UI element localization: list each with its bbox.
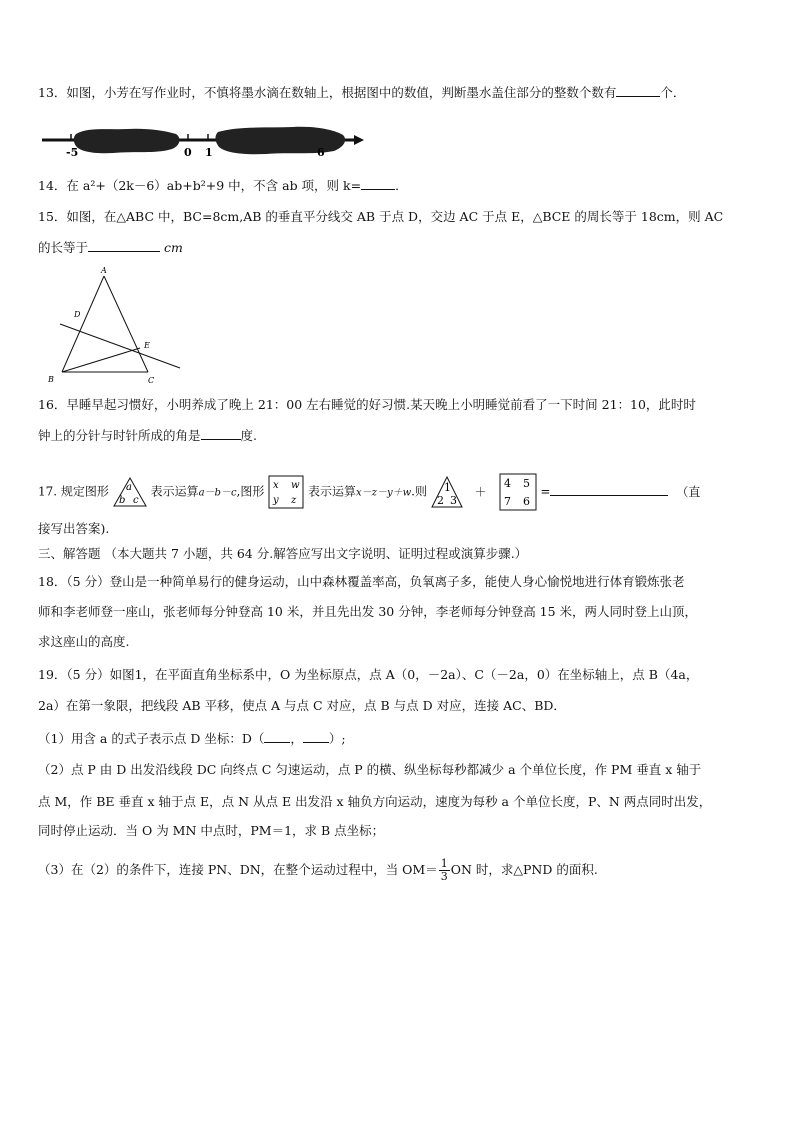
answer-blank xyxy=(616,84,660,97)
answer-blank xyxy=(303,730,329,743)
triangle-symbol xyxy=(113,477,147,507)
svg-text:w: w xyxy=(291,480,300,491)
svg-text:a: a xyxy=(125,482,132,493)
answer-blank xyxy=(361,177,395,190)
answer-blank xyxy=(201,427,241,440)
square-numbers xyxy=(499,473,537,511)
svg-text:B: B xyxy=(48,375,54,384)
question-19-part2-line3: 同时停止运动．当 O 为 MN 中点时，PM＝1，求 B 点坐标； xyxy=(38,823,385,838)
svg-text:5: 5 xyxy=(522,477,530,490)
svg-text:3: 3 xyxy=(449,494,457,507)
svg-text:z: z xyxy=(291,495,297,506)
question-17-text: 17. 规定图形 a b c 表示运算a－b－c,图形 x w y z 表示运算x－z－y＋w.则 1 2 3 ＋ 4 5 7 6 = （直 xyxy=(38,473,700,511)
question-13-text: 13．如图，小芳在写作业时，不慎将墨水滴在数轴上，根据图中的数值，判断墨水盖住部分的整数个数有 个． xyxy=(38,85,686,100)
svg-text:y: y xyxy=(273,495,279,506)
question-19-part2-line1: （2）点 P 由 D 出发沿线段 DC 向终点 C 匀速运动，点 P 的横、纵坐标每秒都减少 a 个单位长度，作 PM 垂直 x 轴于 xyxy=(38,762,702,777)
square-symbol xyxy=(268,475,304,509)
question-19-part3: （3）在（2）的条件下，连接 PN、DN，在整个运动过程中，当 OM＝ $\frac{1}{3}$ ON 时，求△PND 的面积. xyxy=(38,857,598,883)
svg-text:D: D xyxy=(74,310,81,319)
question-15-line1: 15．如图，在△ABC 中，BC=8cm,AB 的垂直平分线交 AB 于点 D，交边 AC 于点 E，△BCE 的周长等于 18cm，则 AC xyxy=(38,209,724,224)
question-19-part2-line2: 点 M，作 BE 垂直 x 轴于点 E，点 N 从点 E 出发沿 x 轴负方向运动，速度为每秒 a 个单位长度，P、N 两点同时出发， xyxy=(38,794,712,809)
svg-text:x: x xyxy=(273,480,279,491)
question-19-line2: 2a）在第一象限，把线段 AB 平移，使点 A 与点 C 对应，点 B 与点 D 对应，连接 AC、BD． xyxy=(38,698,566,713)
tick-label: 1 xyxy=(205,146,213,159)
answer-blank xyxy=(550,483,668,496)
fraction: $\frac{1}{3}$ xyxy=(440,857,448,883)
question-18-line3: 求这座山的高度. xyxy=(38,634,130,649)
question-18-line1: 18．（5 分）登山是一种简单易行的健身运动，山中森林覆盖率高，负氧离子多，能使人身心愉悦地进行体育锻炼张老 xyxy=(38,574,685,589)
svg-text:b: b xyxy=(118,495,126,506)
svg-text:7: 7 xyxy=(503,495,511,508)
svg-text:1: 1 xyxy=(443,481,451,494)
axis-arrow-icon xyxy=(354,135,364,145)
question-16-line2: 钟上的分针与时针所成的角是 度. xyxy=(38,428,257,443)
triangle-numbers xyxy=(431,476,463,508)
svg-text:E: E xyxy=(144,341,150,350)
svg-text:c: c xyxy=(132,495,139,506)
tick-label: 6 xyxy=(317,146,325,159)
ink-blot-right xyxy=(215,127,345,154)
question-19-part1: （1）用含 a 的式子表示点 D 坐标：D（ ， ）; xyxy=(38,731,346,746)
question-15-line2: 的长等于 cm xyxy=(38,240,183,255)
svg-text:6: 6 xyxy=(522,495,530,508)
svg-text:A: A xyxy=(101,266,107,275)
triangle-figure xyxy=(40,264,190,390)
question-16-line1: 16．早睡早起习惯好，小明养成了晚上 21：00 左右睡觉的好习惯.某天晚上小明睡觉前看了一下时间 21：10，此时时 xyxy=(38,397,696,412)
number-line-figure xyxy=(38,124,368,160)
answer-blank xyxy=(88,239,160,252)
question-14-text: 14．在 a²+（2k－6）ab+b²+9 中，不含 ab 项，则 k= ． xyxy=(38,178,408,193)
tick-label: 0 xyxy=(184,146,192,159)
question-17-line2: 接写出答案). xyxy=(38,521,110,536)
answer-blank xyxy=(264,730,290,743)
ink-blot-left xyxy=(74,129,180,154)
question-19-line1: 19．（5 分）如图1，在平面直角坐标系中，O 为坐标原点，点 A（0，－2a）、C（－2a，0）在坐标轴上，点 B（4a， xyxy=(38,667,699,682)
svg-text:2: 2 xyxy=(436,494,444,507)
svg-text:4: 4 xyxy=(503,477,511,490)
question-18-line2: 师和李老师登一座山，张老师每分钟登高 10 米，并且先出发 30 分钟，李老师每分钟登高 15 米，两人同时登上山顶， xyxy=(38,604,698,619)
svg-text:C: C xyxy=(148,376,155,385)
section-heading: 三、解答题 （本大题共 7 小题，共 64 分.解答应写出文字说明、证明过程或演算步骤.） xyxy=(38,546,528,561)
tick-label: -5 xyxy=(66,146,79,159)
